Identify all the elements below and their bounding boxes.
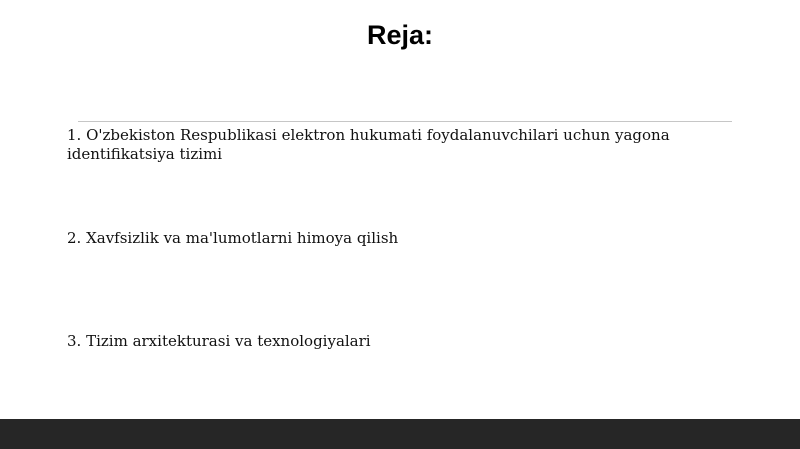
footer-bar <box>0 419 800 449</box>
list-item: 1. O'zbekiston Respublikasi elektron hukumati foydalanuvchilari uchun yagona identifikatsiya tizimi <box>67 126 670 163</box>
list-item: 2. Xavfsizlik va ma'lumotlarni himoya qilish <box>67 229 399 247</box>
slide-title: Reja: <box>366 20 434 50</box>
list-item: 3. Tizim arxitekturasi va texnologiyalari <box>67 332 371 350</box>
title-divider <box>78 121 732 122</box>
